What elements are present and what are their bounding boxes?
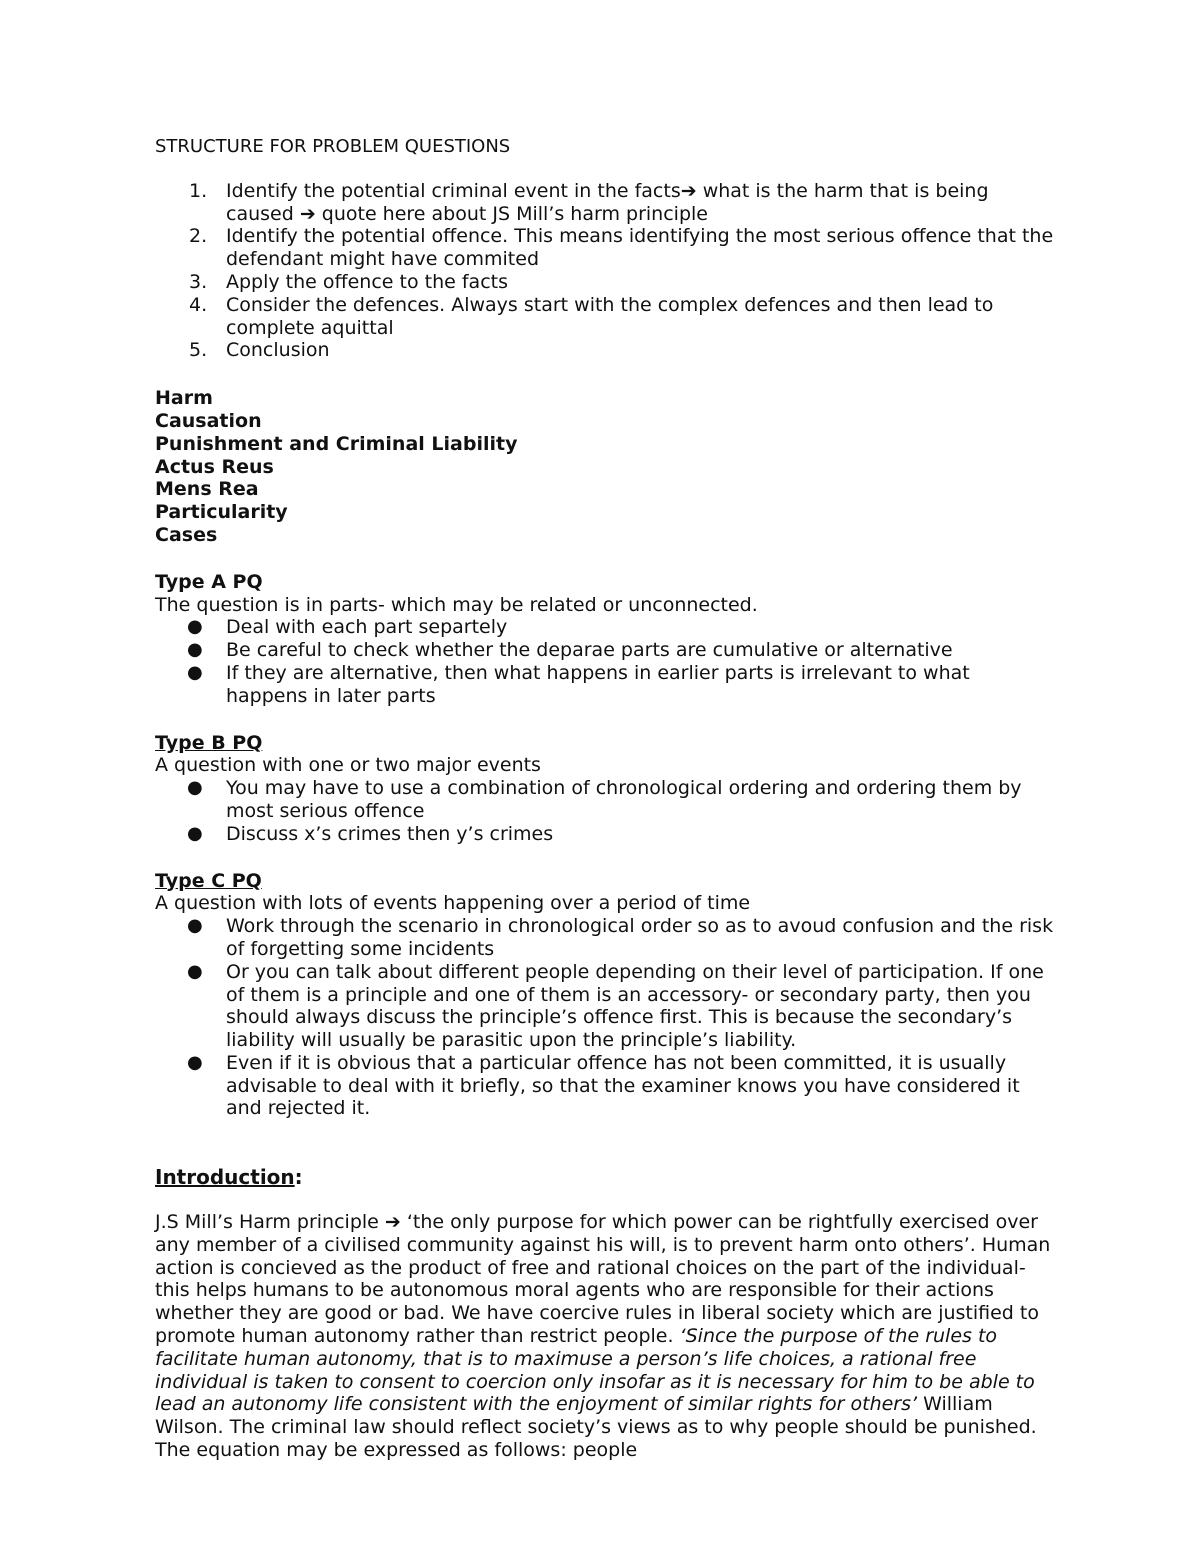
type-b-bullets xyxy=(155,777,1055,845)
bullet-icon: ● xyxy=(187,822,203,844)
type-b-section xyxy=(155,732,1055,846)
document-title: STRUCTURE FOR PROBLEM QUESTIONS xyxy=(155,136,511,157)
introduction-heading-text: Introduction xyxy=(155,1165,295,1190)
list-item xyxy=(155,639,1055,662)
bullet-text: Be careful to check whether the deparae parts are cumulative or alternative xyxy=(226,639,953,662)
bullet-icon: ● xyxy=(187,639,203,661)
type-a-description: The question is in parts- which may be related or unconnected. xyxy=(155,593,758,616)
bullet-icon: ● xyxy=(187,661,203,683)
bullet-text: Even if it is obvious that a particular offence has not been committed, it is usually advisable to deal with it briefly, so that the examiner knows you have considered it and rejected it. xyxy=(226,1051,1020,1120)
topic-item: Harm xyxy=(155,387,213,410)
intro-text-part2: William Wilson. The criminal law should reflect society’s views as to why people should be punished. The equation may be expressed as follows: people xyxy=(155,1393,1037,1462)
topics-list xyxy=(155,387,1055,547)
list-item xyxy=(155,662,1055,708)
type-c-bullets xyxy=(155,915,1055,1120)
topic-item: Cases xyxy=(155,523,218,546)
topic-item: Actus Reus xyxy=(155,455,274,478)
list-item xyxy=(155,915,1055,961)
bullet-icon: ● xyxy=(187,960,203,982)
step-number: 5. xyxy=(189,339,208,362)
step-number: 2. xyxy=(189,225,208,248)
step-text: Identify the potential offence. This means identifying the most serious offence that the defendant might have commited xyxy=(226,225,1054,271)
topic-item: Causation xyxy=(155,409,262,432)
step-item xyxy=(155,294,1055,340)
step-text: Identify the potential criminal event in the facts➔ what is the harm that is being caused ➔ quote here about JS Mill’s harm principle xyxy=(226,179,989,225)
list-item xyxy=(155,823,1055,846)
bullet-text: Discuss x’s crimes then y’s crimes xyxy=(226,822,554,845)
step-text: Apply the offence to the facts xyxy=(226,270,508,293)
bullet-icon: ● xyxy=(187,915,203,937)
structure-steps-list xyxy=(155,180,1055,362)
type-a-section xyxy=(155,571,1055,708)
introduction-paragraph xyxy=(155,1211,1055,1462)
bullet-icon: ● xyxy=(187,616,203,638)
introduction-heading-colon: : xyxy=(294,1165,303,1190)
intro-text-part1: J.S Mill’s Harm principle ➔ ‘the only purpose for which power can be rightfully exercised over any member of a civilised community against his will, is to prevent harm onto others’. Human action is concieved as the product of free and rational choices on the part of the individual- this helps humans to be autonomous moral agents who are responsible for their actions whether they are good or bad. We have coercive rules in liberal society which are justified to promote human autonomy rather than restrict people. xyxy=(155,1211,1051,1348)
introduction-heading xyxy=(155,1166,1055,1189)
list-item xyxy=(155,1052,1055,1120)
list-item xyxy=(155,616,1055,639)
bullet-icon: ● xyxy=(187,1051,203,1073)
step-text: Conclusion xyxy=(226,339,330,362)
type-b-description: A question with one or two major events xyxy=(155,754,541,777)
step-item xyxy=(155,271,1055,294)
step-number: 3. xyxy=(189,270,208,293)
type-a-heading: Type A PQ xyxy=(155,570,263,593)
bullet-text: Or you can talk about different people depending on their level of participation. If one of them is a principle and one of them is an accessory- or secondary party, then you should always discuss the principle’s offence first. This is because the secondary’s liability will usually be parasitic upon the principle’s liability. xyxy=(226,960,1044,1052)
list-item xyxy=(155,777,1055,823)
type-a-bullets xyxy=(155,616,1055,707)
bullet-icon: ● xyxy=(187,777,203,799)
step-item xyxy=(155,180,1055,226)
step-item xyxy=(155,339,1055,362)
step-text: Consider the defences. Always start with the complex defences and then lead to complete aquittal xyxy=(226,293,994,339)
step-item xyxy=(155,225,1055,271)
bullet-text: If they are alternative, then what happens in earlier parts is irrelevant to what happens in later parts xyxy=(226,661,970,707)
step-number: 4. xyxy=(189,293,208,316)
topic-item: Punishment and Criminal Liability xyxy=(155,432,518,455)
list-item xyxy=(155,961,1055,1052)
bullet-text: Deal with each part separtely xyxy=(226,616,508,639)
document-page xyxy=(155,136,1055,1462)
type-c-heading: Type C PQ xyxy=(155,869,262,892)
step-number: 1. xyxy=(189,179,208,202)
topic-item: Mens Rea xyxy=(155,478,259,501)
topic-item: Particularity xyxy=(155,501,288,524)
type-c-section xyxy=(155,870,1055,1121)
bullet-text: You may have to use a combination of chronological ordering and ordering them by most serious offence xyxy=(226,777,1022,822)
type-b-heading: Type B PQ xyxy=(155,731,263,754)
bullet-text: Work through the scenario in chronological order so as to avoud confusion and the risk of forgetting some incidents xyxy=(226,915,1054,960)
type-c-description: A question with lots of events happening over a period of time xyxy=(155,892,751,915)
intro-quote-italic: ‘Since the purpose of the rules to facilitate human autonomy, that is to maximuse a person’s life choices, a rational free individual is taken to consent to coercion only insofar as it is necessary for him to be able to lead an autonomy life consistent with the enjoyment of similar rights for others’ xyxy=(155,1325,1035,1416)
